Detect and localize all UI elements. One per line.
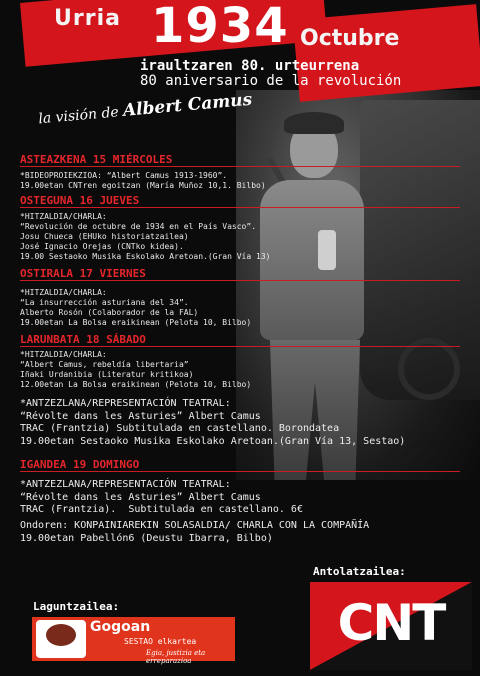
event-text: *HITZALDIA/CHARLA: “Albert Camus, rebeldía libertaria” Iñaki Urdanibia (Literatur kritikoa) 12.00etan La Bolsa eraikinean (Pelota 10, Bilbo): [20, 350, 252, 389]
after-text: Ondoren: KONPAINIAREKIN SOLASALDIA/ CHARLA CON LA COMPAÑÍA 19.00etan Pabellón6 (Deustu Ibarra, Bilbo): [20, 520, 370, 544]
day-heading: OSTEGUNA 16 JUEVES: [20, 194, 140, 207]
miner-lamp-icon: [318, 230, 336, 270]
event-text: *HITZALDIA/CHARLA: “Revolución de octubre de 1934 en el País Vasco”. Josu Chueca (EHUko historiatzailea) José Ignacio Orejas (CNTko kidea). 19.00 Sestaoko Musika Eskolako Aretoan.(Gran Vía 13): [20, 212, 271, 261]
day-heading: LARUNBATA 18 SÁBADO: [20, 333, 146, 346]
year-title: 1934: [151, 0, 289, 54]
divider: [20, 166, 460, 167]
cap-shape: [284, 112, 344, 134]
subtitle-eu: iraultzaren 80. urteurrena: [140, 58, 360, 74]
month-es: Octubre: [300, 26, 400, 51]
cnt-logo: CNT: [337, 594, 445, 652]
divider: [20, 280, 460, 281]
divider: [20, 207, 460, 208]
month-eu: Urria: [54, 6, 121, 31]
gogoan-motto: Egia, justizia eta erreparazioa: [146, 649, 206, 665]
gogoan-logo: [32, 617, 235, 665]
wheel-shape: [398, 338, 460, 400]
day-heading: ASTEAZKENA 15 MIÉRCOLES: [20, 153, 173, 166]
sponsor-label: Laguntzailea:: [33, 600, 120, 613]
day-heading: IGANDEA 19 DOMINGO: [20, 458, 140, 471]
divider: [20, 346, 460, 347]
vision-tagline: [38, 90, 253, 129]
vision-name: Albert Camus: [122, 89, 253, 121]
theater-text: *ANTZEZLANA/REPRESENTACIÓN TEATRAL: “Révolte dans les Asturies” Albert Camus TRAC (Frantzia). Subtitulada en castellano. 6€: [20, 479, 303, 515]
theater-text: *ANTZEZLANA/REPRESENTACIÓN TEATRAL: “Révolte dans les Asturies” Albert Camus TRAC (Frantzia) Subtitulada en castellano. Borondatea 19.00etan Sestaoko Musika Eskolako Aretoan.(Gran Vía 13, Sestao): [20, 398, 406, 447]
torso-shape: [260, 180, 364, 340]
vision-prefix: la visión de: [37, 103, 124, 128]
event-text: *BIDEOPROIEKZIOA: “Albert Camus 1913-1960”. 19.00etan CNTren egoitzan (María Muñoz 10,1. Bilbo): [20, 171, 266, 190]
gogoan-sub: SESTAO elkartea: [124, 637, 197, 646]
gogoan-name: Gogoan: [90, 619, 151, 635]
event-text: *HITZALDIA/CHARLA: “La insurrección asturiana del 34”. Alberto Rosón (Colaborador de la FAL) 19.00etan La Bolsa eraikinean (Pelota 10, Bilbo): [20, 288, 252, 327]
tree-icon: [36, 620, 86, 658]
divider: [20, 471, 460, 472]
day-heading: OSTIRALA 17 VIERNES: [20, 267, 146, 280]
organizer-label: Antolatzailea:: [313, 565, 406, 578]
subtitle-es: 80 aniversario de la revolución: [140, 73, 402, 89]
